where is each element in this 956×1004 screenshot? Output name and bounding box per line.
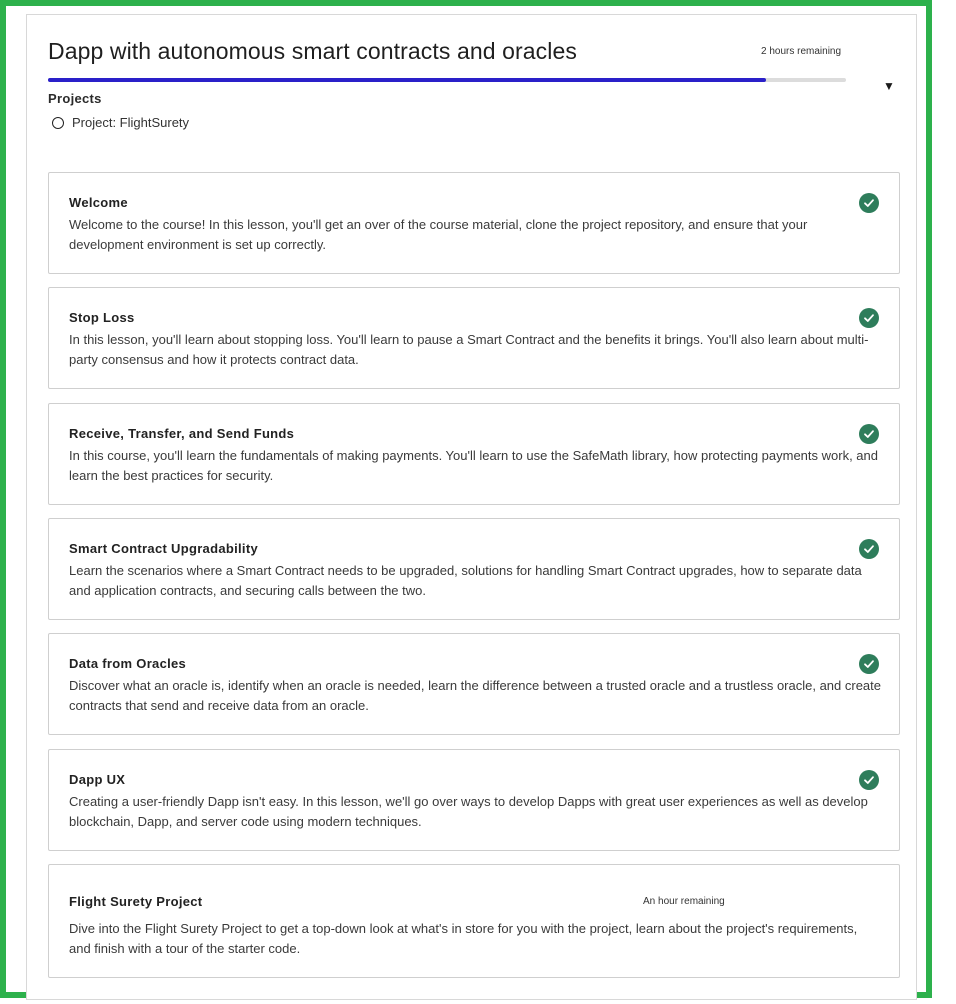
lesson-card-flight-surety-project[interactable] (48, 864, 900, 978)
lesson-title: Receive, Transfer, and Send Funds (69, 426, 295, 441)
project-item-label: Project: FlightSurety (72, 115, 190, 130)
lesson-description: In this course, you'll learn the fundamentals of making payments. You'll learn to use the SafeMath library, how protecting payments work, and learn the best practices for security. (69, 448, 878, 483)
lesson-time-remaining: An hour remaining (643, 896, 725, 907)
project-item-flightsurety[interactable] (52, 115, 189, 130)
check-circle-icon (859, 770, 879, 790)
lesson-card-dapp-ux[interactable] (48, 749, 900, 851)
check-circle-icon (859, 193, 879, 213)
course-progress-fill (48, 78, 766, 82)
lesson-card-oracles[interactable] (48, 633, 900, 735)
check-circle-icon (859, 654, 879, 674)
lesson-title: Data from Oracles (69, 656, 187, 671)
lesson-description: Creating a user-friendly Dapp isn't easy. In this lesson, we'll go over ways to develop Dapps with great user experiences as well as develop blockchain, Dapp, and server code using modern techniques. (69, 794, 868, 829)
collapse-toggle-icon[interactable]: ▼ (883, 79, 895, 93)
course-title: Dapp with autonomous smart contracts and oracles (48, 38, 577, 64)
check-circle-icon (859, 539, 879, 559)
lesson-description: Discover what an oracle is, identify when an oracle is needed, learn the difference between a trusted oracle and a trustless oracle, and create contracts that send and receive data from an oracle. (69, 678, 882, 713)
lesson-title: Dapp UX (69, 772, 126, 787)
circle-outline-icon (52, 117, 64, 129)
check-circle-icon (859, 308, 879, 328)
course-progress-bar (48, 78, 846, 82)
lesson-description: In this lesson, you'll learn about stopping loss. You'll learn to pause a Smart Contract and the benefits it brings. You'll also learn about multi-party consensus and how it protects contract data. (69, 332, 869, 367)
lesson-title: Flight Surety Project (69, 894, 203, 909)
projects-heading: Projects (48, 91, 102, 106)
lesson-card-funds[interactable] (48, 403, 900, 505)
lesson-description: Welcome to the course! In this lesson, you'll get an over of the course material, clone the project repository, and ensure that your development environment is set up correctly. (69, 217, 808, 252)
lesson-title: Welcome (69, 195, 128, 210)
lesson-title: Stop Loss (69, 310, 135, 325)
course-panel (26, 14, 917, 1000)
lesson-card-upgradability[interactable] (48, 518, 900, 620)
lesson-description: Learn the scenarios where a Smart Contract needs to be upgraded, solutions for handling Smart Contract upgrades, how to separate data and application contracts, and securing calls between the two. (69, 563, 862, 598)
lesson-card-welcome[interactable] (48, 172, 900, 274)
time-remaining: 2 hours remaining (761, 46, 842, 57)
lesson-description: Dive into the Flight Surety Project to get a top-down look at what's in store for you with the project, learn about the project's requirements, and finish with a tour of the starter code. (69, 921, 858, 956)
lesson-card-stop-loss[interactable] (48, 287, 900, 389)
check-circle-icon (859, 424, 879, 444)
lesson-title: Smart Contract Upgradability (69, 541, 258, 556)
